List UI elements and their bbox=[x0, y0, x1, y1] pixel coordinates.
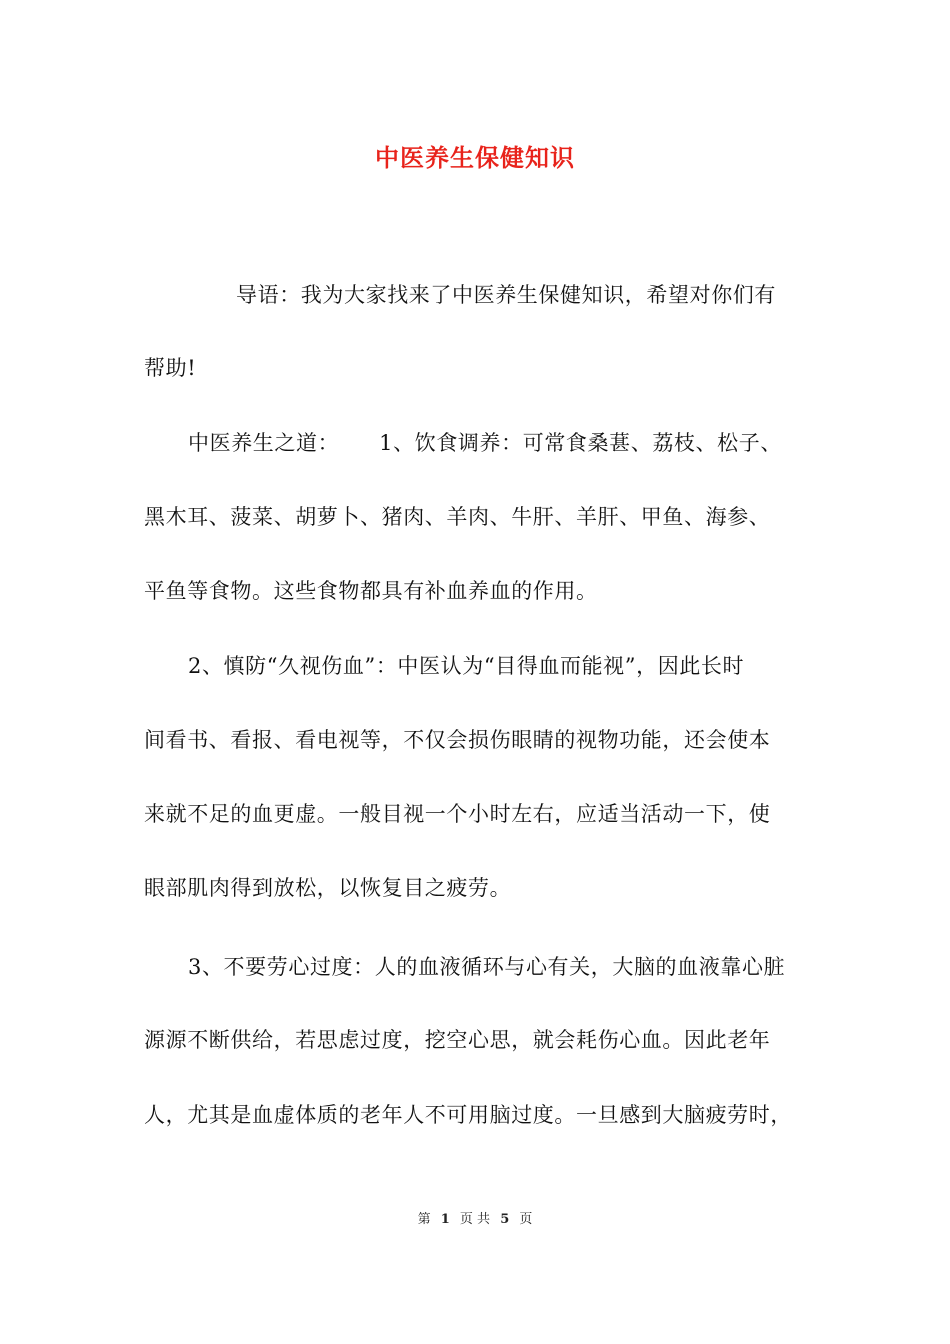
body-line: 3、不要劳心过度：人的血液循环与心有关，大脑的血液靠心脏 bbox=[188, 955, 786, 979]
body-line: 人，尤其是血虚体质的老年人不可用脑过度。一旦感到大脑疲劳时， bbox=[144, 1103, 792, 1127]
body-line: 间看书、看报、看电视等，不仅会损伤眼睛的视物功能，还会使本 bbox=[144, 728, 771, 752]
body-line: 平鱼等食物。这些食物都具有补血养血的作用。 bbox=[144, 579, 598, 603]
footer-mid: 页 共 bbox=[459, 1212, 491, 1227]
page-footer bbox=[0, 1208, 950, 1227]
body-line: 源源不断供给，若思虑过度，挖空心思，就会耗伤心血。因此老年 bbox=[144, 1028, 771, 1052]
document-title: 中医养生保健知识 bbox=[375, 143, 575, 172]
body-line: 导语：我为大家找来了中医养生保健知识，希望对你们有 bbox=[236, 283, 776, 307]
body-line: 2、慎防“久视伤血”：中医认为“目得血而能视”，因此长时 bbox=[188, 654, 745, 678]
footer-total-pages: 5 bbox=[500, 1212, 510, 1227]
body-line: 来就不足的血更虚。一般目视一个小时左右，应适当活动一下，使 bbox=[144, 802, 771, 826]
body-line: 黑木耳、菠菜、胡萝卜、猪肉、羊肉、牛肝、羊肝、甲鱼、海参、 bbox=[144, 505, 771, 529]
footer-suffix: 页 bbox=[519, 1212, 533, 1227]
body-line: 帮助! bbox=[144, 356, 197, 380]
body-line: 中医养生之道： 1、饮食调养：可常食桑葚、荔枝、松子、 bbox=[188, 431, 782, 455]
body-line: 眼部肌肉得到放松，以恢复目之疲劳。 bbox=[144, 876, 512, 900]
footer-prefix: 第 bbox=[417, 1212, 431, 1227]
footer-page-number: 1 bbox=[440, 1212, 450, 1227]
